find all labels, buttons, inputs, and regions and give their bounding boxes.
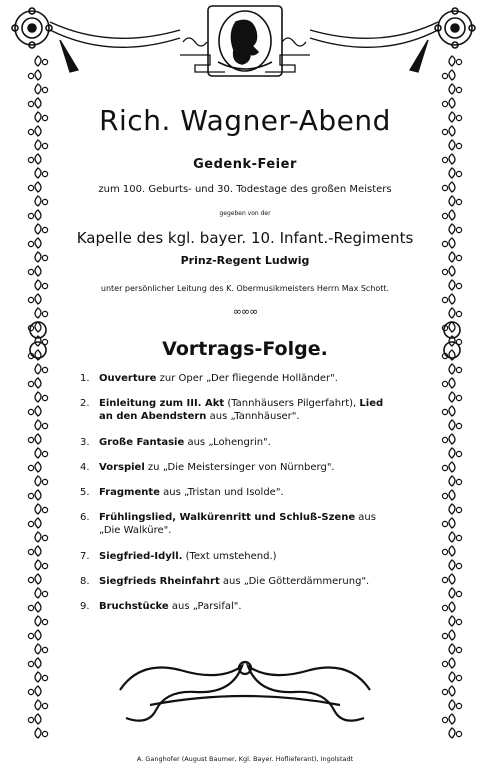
rose-leaf-icon [449,462,455,472]
rose-leaf-icon [449,490,455,500]
rose-leaf-icon [449,196,455,206]
rose-bud-icon [442,409,447,414]
rose-bud-icon [42,591,47,596]
rose-leaf-icon [449,476,455,486]
program-item: 4. Vorspiel zu „Die Meistersinger von Nürnberg". [80,461,335,473]
rose-leaf-icon [449,560,455,570]
rose-leaf-icon [449,672,455,682]
program-item: 6. Frühlingslied, Walkürenritt und Schluß-Szene aus „Die Walküre". [80,512,376,537]
rose-bud-icon [42,451,47,456]
rose-leaf-icon [35,70,41,80]
rose-bud-icon [28,661,33,666]
rose-leaf-icon [35,294,41,304]
rose-bud-icon [456,423,461,428]
rose-leaf-icon [35,490,41,500]
rose-bud-icon [442,381,447,386]
rose-bud-icon [442,297,447,302]
rose-bud-icon [442,689,447,694]
rose-bud-icon [442,577,447,582]
left-wreath-icon [12,8,52,48]
rose-bud-icon [456,143,461,148]
rose-bud-icon [42,703,47,708]
rose-bud-icon [456,171,461,176]
divider-ornament-icon: ∞∞∞ [232,305,258,318]
rose-leaf-icon [35,140,41,150]
rose-bud-icon [456,675,461,680]
rose-bud-icon [28,437,33,442]
rose-leaf-icon [35,364,41,374]
rose-leaf-icon [449,56,455,66]
rose-leaf-icon [449,392,455,402]
rose-bud-icon [28,549,33,554]
rose-leaf-icon [35,644,41,654]
rose-bud-icon [456,535,461,540]
rose-bud-icon [456,87,461,92]
rose-leaf-icon [35,504,41,514]
rose-leaf-icon [35,574,41,584]
rose-leaf-icon [449,266,455,276]
rose-leaf-icon [449,714,455,724]
rose-bud-icon [42,143,47,148]
rose-leaf-icon [35,420,41,430]
rose-bud-icon [28,605,33,610]
rose-bud-icon [28,633,33,638]
rose-leaf-icon [35,518,41,528]
program-item: 7. Siegfried-Idyll. (Text umstehend.) [80,550,277,562]
rose-leaf-icon [35,392,41,402]
rose-bud-icon [442,605,447,610]
rose-bud-icon [456,703,461,708]
swirl-scroll-ornament [120,662,370,721]
rose-leaf-icon [449,518,455,528]
rose-leaf-icon [449,140,455,150]
rose-leaf-icon [449,602,455,612]
rose-bud-icon [42,171,47,176]
program-list [80,372,420,626]
rose-bud-icon [42,395,47,400]
rose-bud-icon [42,87,47,92]
rose-leaf-icon [35,630,41,640]
rose-bud-icon [42,507,47,512]
rose-bud-icon [442,73,447,78]
rose-leaf-icon [35,546,41,556]
rose-leaf-icon [449,378,455,388]
rose-bud-icon [28,297,33,302]
rose-leaf-icon [449,546,455,556]
rose-leaf-icon [449,294,455,304]
rose-bud-icon [42,367,47,372]
program-item: 2. Einleitung zum III. Akt (Tannhäusers Pilgerfahrt), Lied an den Abendstern aus „Tannhäuser". [80,398,384,423]
rose-bud-icon [28,409,33,414]
rose-bud-icon [456,199,461,204]
rose-leaf-icon [449,364,455,374]
rose-leaf-icon [35,476,41,486]
rose-leaf-icon [35,588,41,598]
rose-bud-icon [28,381,33,386]
rose-leaf-icon [35,378,41,388]
rose-bud-icon [442,633,447,638]
rose-bud-icon [42,199,47,204]
rose-leaf-icon [35,406,41,416]
rose-leaf-icon [449,434,455,444]
rose-bud-icon [28,465,33,470]
rose-bud-icon [456,647,461,652]
rose-bud-icon [456,367,461,372]
rose-bud-icon [456,451,461,456]
rose-bud-icon [28,577,33,582]
rose-bud-icon [456,731,461,736]
occasion-text: zum 100. Geburts- und 30. Todestage des großen Meisters [98,184,392,195]
rose-bud-icon [42,731,47,736]
rose-bud-icon [456,507,461,512]
rose-bud-icon [42,675,47,680]
rose-leaf-icon [449,686,455,696]
rose-bud-icon [28,269,33,274]
rose-leaf-icon [35,322,41,332]
rose-leaf-icon [35,448,41,458]
rose-bud-icon [442,465,447,470]
rose-bud-icon [442,521,447,526]
rose-leaf-icon [449,588,455,598]
program-item: 3. Große Fantasie aus „Lohengrin". [80,436,271,448]
rose-bud-icon [28,521,33,526]
rose-leaf-icon [35,266,41,276]
rose-bud-icon [456,59,461,64]
rose-bud-icon [456,619,461,624]
conductor-line: unter persönlicher Leitung des K. Obermusikmeisters Herrn Max Schott. [100,284,390,293]
program-heading: Vortrags-Folge. [162,338,328,360]
rose-bud-icon [456,563,461,568]
rose-leaf-icon [449,728,455,738]
rose-leaf-icon [449,644,455,654]
rose-leaf-icon [35,532,41,542]
rose-bud-icon [442,493,447,498]
rose-bud-icon [442,661,447,666]
rose-leaf-icon [449,504,455,514]
rose-bud-icon [28,717,33,722]
rose-bud-icon [28,493,33,498]
rose-leaf-icon [35,672,41,682]
rose-leaf-icon [449,658,455,668]
rose-leaf-icon [35,434,41,444]
rose-bud-icon [42,563,47,568]
program-item: 9. Bruchstücke aus „Parsifal". [80,601,242,613]
program-item: 8. Siegfrieds Rheinfahrt aus „Die Götterdämmerung". [80,576,370,588]
rose-leaf-icon [35,714,41,724]
rose-leaf-icon [449,616,455,626]
patron-name: Prinz-Regent Ludwig [180,254,310,267]
program-item: 5. Fragmente aus „Tristan und Isolde". [80,487,284,499]
rose-bud-icon [456,591,461,596]
rose-leaf-icon [35,728,41,738]
rose-leaf-icon [35,616,41,626]
rose-bud-icon [442,717,447,722]
rose-bud-icon [456,479,461,484]
rose-leaf-icon [449,532,455,542]
lady-portrait-medallion [208,6,282,76]
rose-bud-icon [42,479,47,484]
rose-leaf-icon [35,686,41,696]
rose-leaf-icon [35,462,41,472]
rose-bud-icon [42,423,47,428]
printer-imprint: A. Ganghofer (August Baumer, Kgl. Bayer. Hoflieferant), Ingolstadt [136,755,354,763]
rose-leaf-icon [449,70,455,80]
rose-leaf-icon [449,630,455,640]
rose-leaf-icon [449,700,455,710]
rose-leaf-icon [449,406,455,416]
subtitle: Gedenk-Feier [193,157,297,172]
rose-leaf-icon [35,84,41,94]
rose-bud-icon [42,59,47,64]
rose-leaf-icon [35,658,41,668]
rose-leaf-icon [35,56,41,66]
program-item: 1. Ouverture zur Oper „Der fliegende Holländer". [80,373,338,384]
right-wreath-icon [435,8,475,48]
given-by-text: gegeben von der [219,210,271,217]
rose-bud-icon [28,689,33,694]
rose-bud-icon [442,269,447,274]
orchestra-name: Kapelle des kgl. bayer. 10. Infant.-Regiments [76,229,414,247]
rose-leaf-icon [35,700,41,710]
rose-leaf-icon [35,196,41,206]
rose-leaf-icon [449,574,455,584]
rose-bud-icon [42,535,47,540]
rose-bud-icon [456,395,461,400]
rose-leaf-icon [35,560,41,570]
rose-leaf-icon [449,322,455,332]
rose-bud-icon [42,619,47,624]
rose-bud-icon [42,647,47,652]
rose-leaf-icon [35,602,41,612]
page-title: Rich. Wagner-Abend [99,104,391,137]
rose-bud-icon [442,549,447,554]
rose-leaf-icon [449,420,455,430]
rose-bud-icon [442,437,447,442]
rose-leaf-icon [449,84,455,94]
rose-bud-icon [28,73,33,78]
rose-leaf-icon [449,448,455,458]
